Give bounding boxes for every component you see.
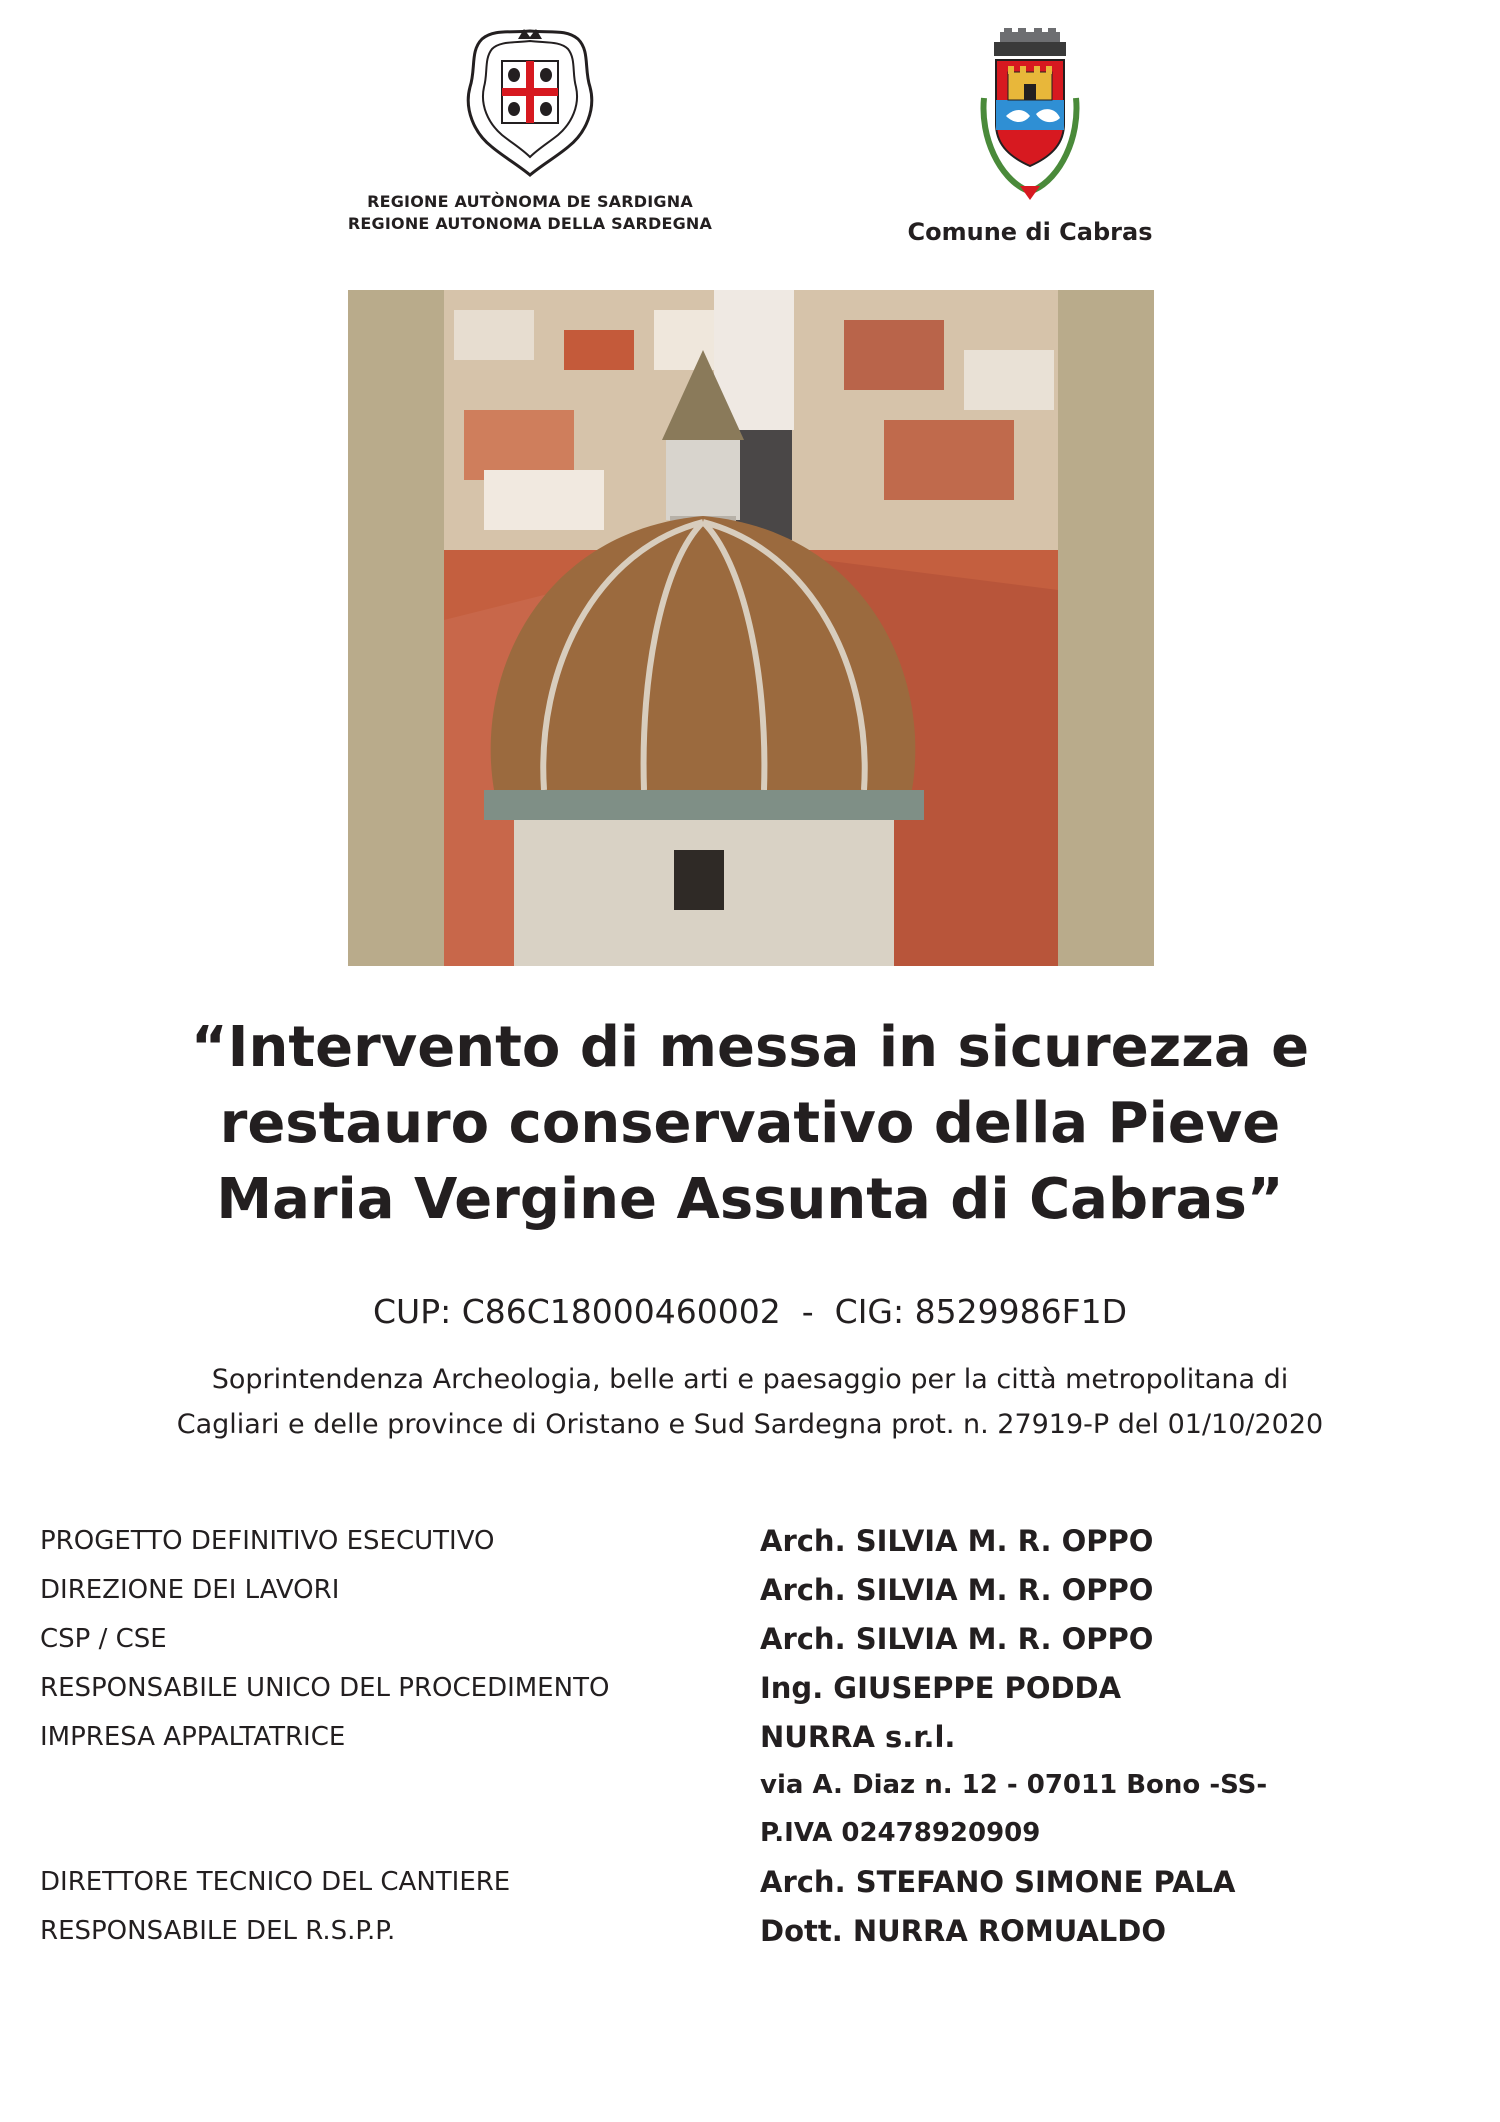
credit-person: Dott. NURRA ROMUALDO: [760, 1913, 1166, 1948]
credit-role: DIRETTORE TECNICO DEL CANTIERE: [40, 1866, 511, 1897]
credit-person: Arch. SILVIA M. R. OPPO: [760, 1523, 1154, 1558]
contractor-address: via A. Diaz n. 12 - 07011 Bono -SS-: [760, 1770, 1268, 1800]
dome-photo-frame: [348, 290, 1154, 966]
region-name-italian: REGIONE AUTONOMA DELLA SARDEGNA: [347, 214, 713, 233]
credit-person: Ing. GIUSEPPE PODDA: [760, 1670, 1122, 1705]
cup-label: CUP:: [373, 1292, 452, 1331]
codes-separator: -: [801, 1292, 814, 1331]
credit-row-rspp: [40, 1906, 1460, 1955]
contractor-vat: P.IVA 02478920909: [760, 1818, 1041, 1848]
project-title: [0, 1010, 1500, 1238]
credit-person: Arch. SILVIA M. R. OPPO: [760, 1621, 1154, 1656]
credit-row-rup: [40, 1663, 1460, 1712]
cig-value: 8529986F1D: [914, 1292, 1127, 1331]
cup-value: C86C18000460002: [461, 1292, 781, 1331]
credit-row-direzione: [40, 1565, 1460, 1614]
project-credits: [40, 1516, 1460, 1955]
credit-role: PROGETTO DEFINITIVO ESECUTIVO: [40, 1525, 495, 1556]
credit-person: Arch. STEFANO SIMONE PALA: [760, 1864, 1236, 1899]
title-line-3: Maria Vergine Assunta di Cabras”: [216, 1167, 1284, 1232]
soprintendenza-line-1: Soprintendenza Archeologia, belle arti e paesaggio per la città metropolitana di: [211, 1364, 1289, 1395]
title-line-2: restauro conservativo della Pieve: [219, 1091, 1281, 1156]
credit-role: IMPRESA APPALTATRICE: [40, 1721, 346, 1752]
credit-row-impresa: [40, 1712, 1460, 1761]
credit-person: NURRA s.r.l.: [760, 1719, 956, 1754]
comune-name: Comune di Cabras: [907, 218, 1153, 246]
credit-role: CSP / CSE: [40, 1623, 167, 1654]
contractor-address-row: [40, 1761, 1460, 1809]
cig-label: CIG:: [834, 1292, 905, 1331]
soprintendenza-authorization: [0, 1357, 1500, 1447]
credit-row-progetto: [40, 1516, 1460, 1565]
church-dome-photo: [444, 290, 1058, 966]
credit-row-direttore-tecnico: [40, 1857, 1460, 1906]
credit-role: RESPONSABILE DEL R.S.P.P.: [40, 1915, 396, 1946]
credit-role: RESPONSABILE UNICO DEL PROCEDIMENTO: [40, 1672, 610, 1703]
soprintendenza-line-2: Cagliari e delle province di Oristano e Sud Sardegna prot. n. 27919-P del 01/10/2020: [176, 1409, 1324, 1440]
credit-row-csp-cse: [40, 1614, 1460, 1663]
title-line-1: “Intervento di messa in sicurezza e: [190, 1015, 1310, 1080]
comune-cabras-logo: [880, 28, 1180, 246]
comune-cabras-coat-of-arms: [960, 28, 1100, 208]
contractor-vat-row: [40, 1809, 1460, 1857]
credit-person: Arch. SILVIA M. R. OPPO: [760, 1572, 1154, 1607]
regione-sardegna-logo: [330, 25, 730, 235]
credit-role: DIREZIONE DEI LAVORI: [40, 1574, 340, 1605]
region-name-sardinian: REGIONE AUTÒNOMA DE SARDIGNA: [367, 192, 693, 211]
regione-sardegna-emblem: [460, 25, 600, 181]
project-codes: [0, 1292, 1500, 1331]
